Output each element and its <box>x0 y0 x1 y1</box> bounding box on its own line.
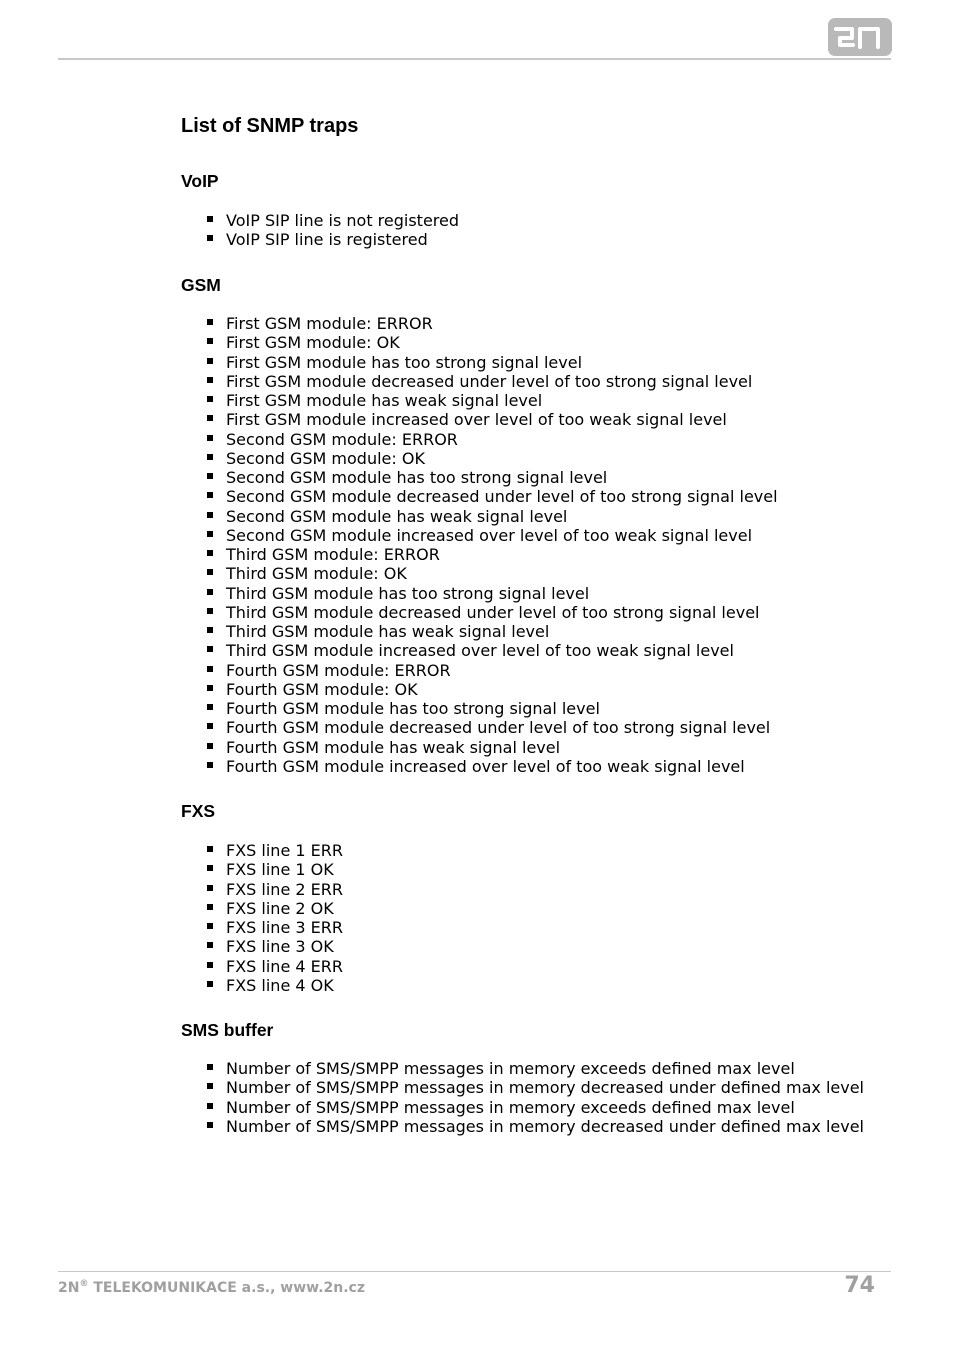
list-item <box>206 757 778 776</box>
bullet-icon <box>207 454 213 460</box>
list-item <box>206 314 778 333</box>
list-item-text: Second GSM module increased over level of too weak signal level <box>226 525 753 545</box>
list-item <box>206 880 343 899</box>
list-item-text: FXS line 4 ERR <box>226 956 343 976</box>
list-item <box>206 353 778 372</box>
fxs-trap-list <box>206 841 343 995</box>
list-item-text: First GSM module has too strong signal level <box>226 352 583 372</box>
list-item <box>206 507 778 526</box>
bullet-icon <box>207 962 213 968</box>
list-item <box>206 430 778 449</box>
bullet-icon <box>207 762 213 768</box>
page-title: List of SNMP traps <box>181 115 359 137</box>
company-logo <box>828 18 892 56</box>
list-item <box>206 487 778 506</box>
gsm-trap-list <box>206 314 778 776</box>
list-item-text: Fourth GSM module has too strong signal level <box>226 699 600 718</box>
bullet-icon <box>207 377 213 383</box>
list-item-text: Second GSM module: ERROR <box>226 429 458 449</box>
page-number: 74 <box>844 1273 875 1298</box>
voip-trap-list <box>206 211 459 250</box>
list-item <box>206 468 778 487</box>
list-item-text: Second GSM module has weak signal level <box>226 506 568 526</box>
list-item <box>206 372 778 391</box>
bullet-icon <box>207 685 213 691</box>
bullet-icon <box>207 358 213 364</box>
list-item-text: FXS line 2 OK <box>226 898 334 918</box>
list-item-text: Second GSM module has too strong signal level <box>226 468 608 487</box>
list-item <box>206 937 343 956</box>
bullet-icon <box>207 216 213 222</box>
bullet-icon <box>207 338 213 344</box>
list-item-text: Third GSM module: OK <box>226 564 407 584</box>
bullet-icon <box>207 589 213 595</box>
list-item <box>206 680 778 699</box>
footer-divider <box>58 1271 891 1272</box>
list-item <box>206 976 343 995</box>
list-item <box>206 957 343 976</box>
bullet-icon <box>207 723 213 729</box>
list-item-text: FXS line 4 OK <box>226 975 334 995</box>
bullet-icon <box>207 666 213 672</box>
footer-company-text: TELEKOMUNIKACE a.s., www.2n.cz <box>88 1280 365 1296</box>
list-item-text: FXS line 2 ERR <box>226 879 343 899</box>
registered-mark: ® <box>79 1279 89 1289</box>
list-item <box>206 1078 864 1097</box>
bullet-icon <box>207 865 213 871</box>
list-item-text: Number of SMS/SMPP messages in memory decreased under defined max level <box>226 1116 864 1136</box>
bullet-icon <box>207 396 213 402</box>
header-divider <box>58 58 891 60</box>
logo-2n-glyphs <box>828 18 892 56</box>
list-item-text: Fourth GSM module: ERROR <box>226 660 451 680</box>
footer-brand: 2N <box>58 1280 80 1296</box>
list-item <box>206 449 778 468</box>
list-item <box>206 211 459 230</box>
bullet-icon <box>207 492 213 498</box>
bullet-icon <box>207 627 213 633</box>
list-item-text: Third GSM module has too strong signal level <box>226 583 590 603</box>
list-item-text: Third GSM module increased over level of too weak signal level <box>226 641 734 661</box>
footer-company-info <box>58 1279 365 1297</box>
list-item <box>206 1059 864 1078</box>
bullet-icon <box>207 743 213 749</box>
list-item-text: Third GSM module decreased under level of too strong signal level <box>226 602 760 622</box>
list-item-text: Fourth GSM module increased over level of too weak signal level <box>226 756 745 776</box>
bullet-icon <box>207 608 213 614</box>
list-item <box>206 718 778 737</box>
list-item-text: Second GSM module: OK <box>226 448 425 468</box>
section-heading-sms-buffer: SMS buffer <box>181 1020 274 1040</box>
list-item-text: Number of SMS/SMPP messages in memory decreased under defined max level <box>226 1078 864 1098</box>
list-item <box>206 641 778 660</box>
bullet-icon <box>207 1083 213 1089</box>
bullet-icon <box>207 1064 213 1070</box>
list-item-text: VoIP SIP line is not registered <box>226 211 460 230</box>
bullet-icon <box>207 1103 213 1109</box>
list-item <box>206 545 778 564</box>
section-heading-fxs: FXS <box>181 801 216 821</box>
bullet-icon <box>207 981 213 987</box>
bullet-icon <box>207 473 213 479</box>
list-item-text: VoIP SIP line is registered <box>226 230 428 250</box>
bullet-icon <box>207 904 213 910</box>
list-item <box>206 584 778 603</box>
list-item <box>206 333 778 352</box>
list-item <box>206 230 459 249</box>
list-item-text: Number of SMS/SMPP messages in memory exceeds defined max level <box>226 1059 795 1078</box>
list-item-text: Third GSM module: ERROR <box>226 545 440 564</box>
bullet-icon <box>207 646 213 652</box>
list-item-text: First GSM module: OK <box>226 333 400 353</box>
list-item-text: Second GSM module decreased under level of too strong signal level <box>226 487 778 507</box>
list-item-text: FXS line 1 ERR <box>226 841 343 860</box>
list-item <box>206 841 343 860</box>
bullet-icon <box>207 512 213 518</box>
list-item-text: First GSM module has weak signal level <box>226 391 543 410</box>
list-item-text: FXS line 3 ERR <box>226 918 343 937</box>
list-item <box>206 603 778 622</box>
list-item <box>206 661 778 680</box>
bullet-icon <box>207 1122 213 1128</box>
list-item-text: Number of SMS/SMPP messages in memory exceeds defined max level <box>226 1097 795 1117</box>
bullet-icon <box>207 531 213 537</box>
bullet-icon <box>207 885 213 891</box>
list-item <box>206 899 343 918</box>
list-item <box>206 1117 864 1136</box>
bullet-icon <box>207 704 213 710</box>
bullet-icon <box>207 235 213 241</box>
list-item-text: Third GSM module has weak signal level <box>226 622 550 641</box>
list-item-text: First GSM module increased over level of too weak signal level <box>226 410 727 430</box>
list-item-text: First GSM module decreased under level of too strong signal level <box>226 371 753 391</box>
list-item-text: FXS line 1 OK <box>226 860 334 880</box>
bullet-icon <box>207 846 213 852</box>
list-item <box>206 918 343 937</box>
bullet-icon <box>207 435 213 441</box>
list-item <box>206 699 778 718</box>
list-item-text: Fourth GSM module: OK <box>226 679 418 699</box>
bullet-icon <box>207 415 213 421</box>
sms-trap-list <box>206 1059 864 1136</box>
section-heading-voip: VoIP <box>181 171 219 191</box>
list-item <box>206 526 778 545</box>
list-item <box>206 1098 864 1117</box>
bullet-icon <box>207 319 213 325</box>
list-item <box>206 564 778 583</box>
list-item <box>206 622 778 641</box>
list-item <box>206 391 778 410</box>
list-item-text: Fourth GSM module decreased under level of too strong signal level <box>226 718 771 738</box>
section-heading-gsm: GSM <box>181 275 221 295</box>
list-item-text: FXS line 3 OK <box>226 937 334 957</box>
list-item-text: First GSM module: ERROR <box>226 314 433 333</box>
bullet-icon <box>207 569 213 575</box>
list-item <box>206 738 778 757</box>
bullet-icon <box>207 942 213 948</box>
list-item-text: Fourth GSM module has weak signal level <box>226 737 561 757</box>
list-item <box>206 860 343 879</box>
list-item <box>206 410 778 429</box>
bullet-icon <box>207 923 213 929</box>
bullet-icon <box>207 550 213 556</box>
